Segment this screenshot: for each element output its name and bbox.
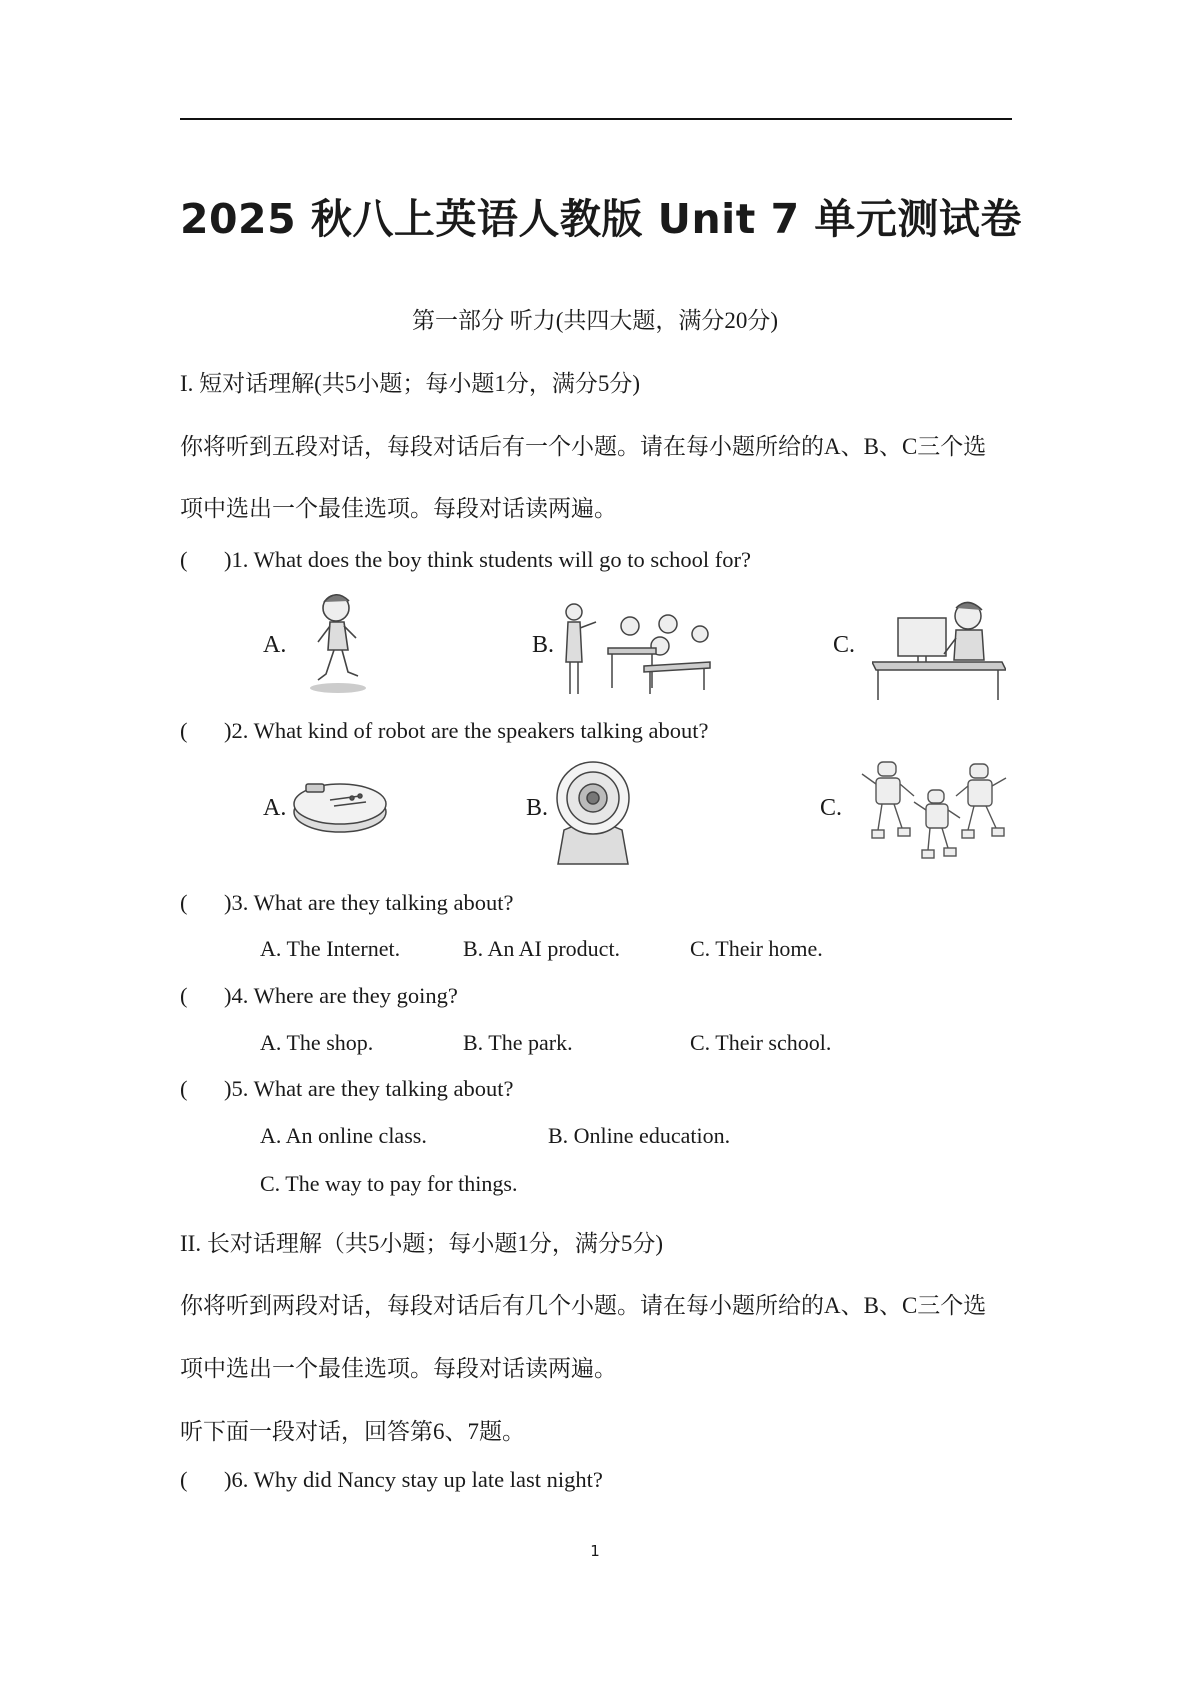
answer-blank[interactable]: ( (180, 1467, 188, 1492)
boy-running-picture (300, 588, 370, 698)
question-text: )5. What are they talking about? (224, 1076, 514, 1101)
question-text: )6. Why did Nancy stay up late last night? (224, 1467, 603, 1492)
section-1-instruction-line-2: 项中选出一个最佳选项。每段对话读两遍。 (180, 496, 617, 521)
question-text: )3. What are they talking about? (224, 890, 514, 915)
question-5 (180, 1076, 513, 1102)
header-rule (180, 118, 1012, 120)
question-1 (180, 547, 751, 573)
option-c: C. The way to pay for things. (260, 1171, 518, 1196)
option-a: A. The Internet. (260, 936, 401, 961)
option-a-label: A. (263, 795, 287, 821)
option-b-label: B. (526, 795, 549, 821)
option-c-label: C. (833, 632, 856, 658)
section-2-instruction-line-1: 你将听到两段对话，每段对话后有几个小题。请在每小题所给的A、B、C三个选 (180, 1293, 987, 1318)
option-c-label: C. (820, 795, 843, 821)
question-text: )4. Where are they going? (224, 983, 458, 1008)
page-number: 1 (590, 1542, 600, 1560)
question-6 (180, 1467, 603, 1493)
question-text: )2. What kind of robot are the speakers talking about? (224, 718, 709, 743)
answer-blank[interactable]: ( (180, 718, 188, 743)
boy-computer-picture (872, 596, 1006, 700)
teacher-classroom-picture (560, 598, 720, 698)
option-c: C. Their home. (690, 936, 823, 961)
question-4 (180, 983, 458, 1009)
option-b: B. Online education. (548, 1123, 731, 1148)
answer-blank[interactable]: ( (180, 1076, 188, 1101)
part-heading: 第一部分 听力(共四大题，满分20分) (411, 308, 779, 333)
option-a: A. The shop. (260, 1030, 374, 1055)
option-b-label: B. (532, 632, 555, 658)
section-2-instruction-line-2: 项中选出一个最佳选项。每段对话读两遍。 (180, 1356, 617, 1381)
option-c: C. Their school. (690, 1030, 832, 1055)
question-3 (180, 890, 513, 916)
option-a-label: A. (263, 632, 287, 658)
option-b: B. An AI product. (463, 936, 621, 961)
option-a: A. An online class. (260, 1123, 427, 1148)
question-text: )1. What does the boy think students will go to school for? (224, 547, 752, 572)
security-camera-picture (550, 760, 636, 870)
dancing-robots-picture (858, 758, 1012, 866)
section-1-instruction-line-1: 你将听到五段对话，每段对话后有一个小题。请在每小题所给的A、B、C三个选 (180, 434, 987, 459)
question-2 (180, 718, 708, 744)
page-title: 2025 秋八上英语人教版 Unit 7 单元测试卷 (180, 195, 1022, 243)
section-2-heading: II. 长对话理解（共5小题；每小题1分，满分5分) (180, 1231, 663, 1256)
answer-blank[interactable]: ( (180, 983, 188, 1008)
answer-blank[interactable]: ( (180, 890, 188, 915)
answer-blank[interactable]: ( (180, 547, 188, 572)
section-1-heading: I. 短对话理解(共5小题；每小题1分，满分5分) (180, 371, 640, 396)
robot-vacuum-picture (290, 776, 390, 838)
option-b: B. The park. (463, 1030, 573, 1055)
section-2-sub-instruction: 听下面一段对话，回答第6、7题。 (180, 1419, 525, 1444)
